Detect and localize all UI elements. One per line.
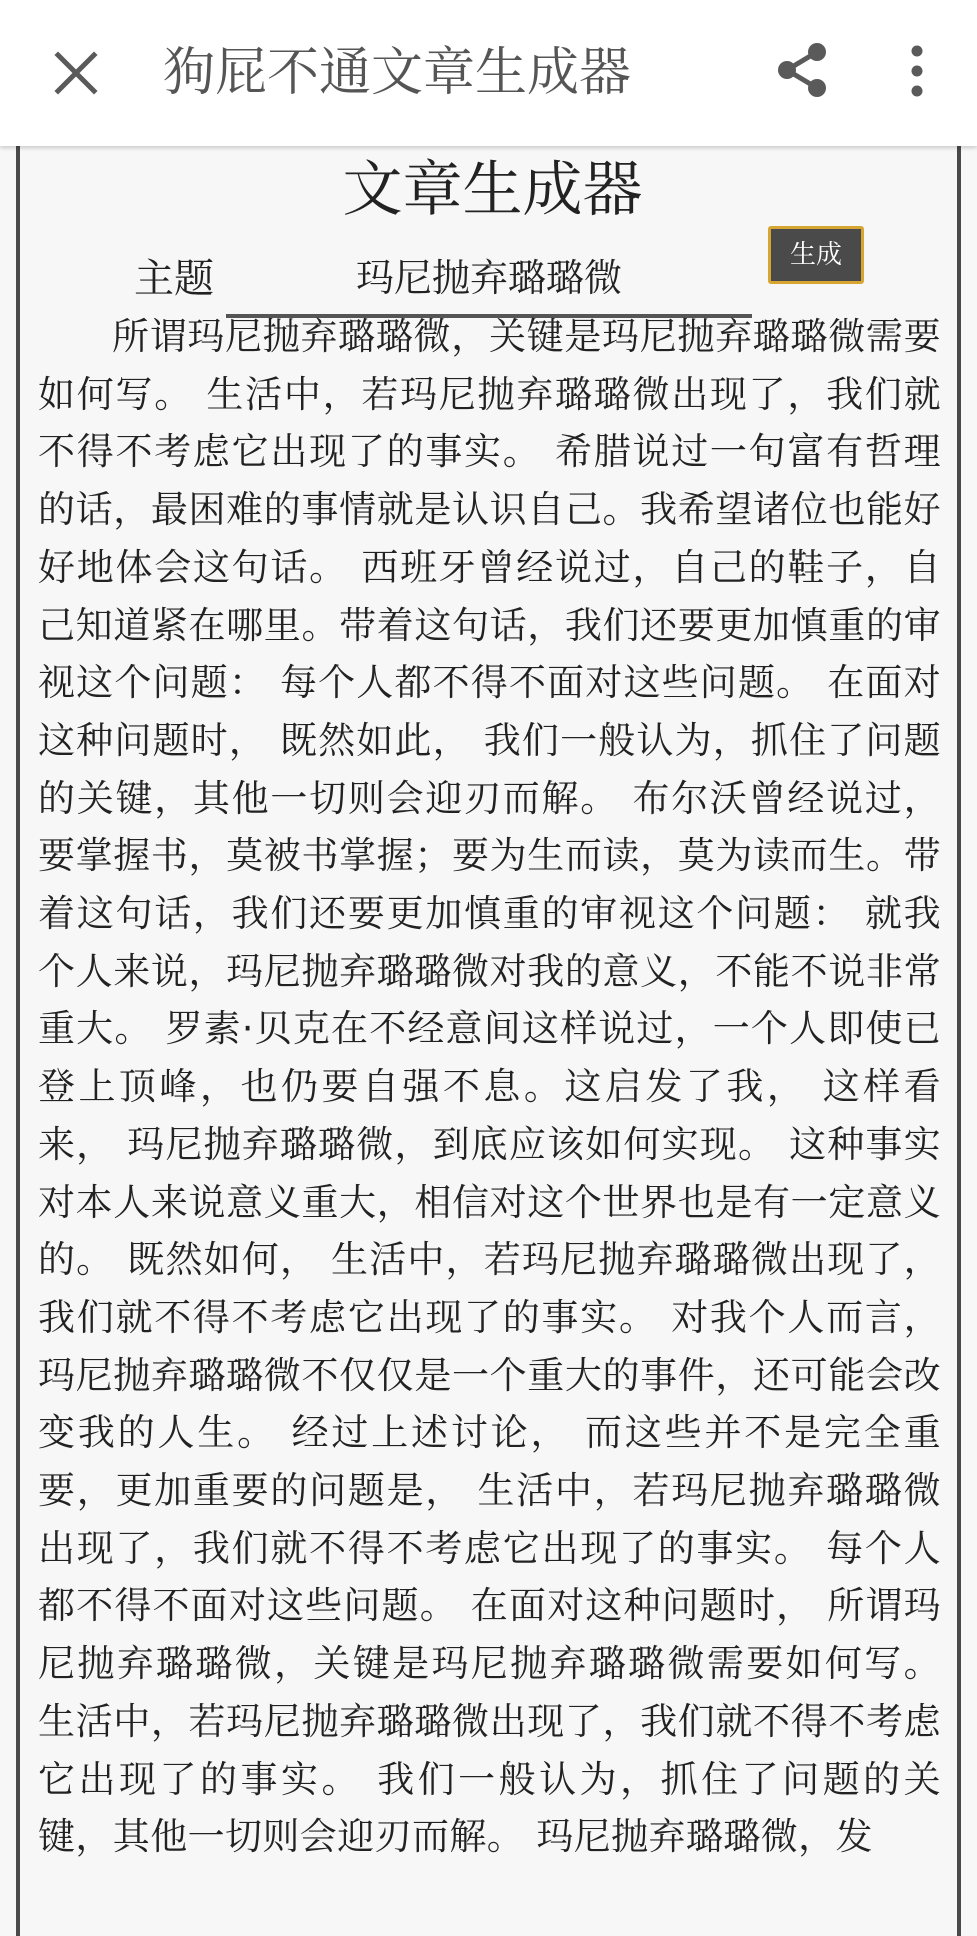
topic-input[interactable] [226, 234, 752, 318]
page-heading: 文章生成器 [342, 155, 643, 225]
app-bar [0, 0, 977, 146]
generate-button[interactable]: 生成 [768, 226, 864, 284]
topic-label: 主题 [134, 256, 214, 302]
article-text: 所谓玛尼抛弃璐璐微，关键是玛尼抛弃璐璐微需要如何写。 生活中，若玛尼抛弃璐璐微出现了，我们就不得不考虑它出现了的事实。 希腊说过一句富有哲理的话，最困难的事情就是认识自己。我希望诸位也能好好地体会这句话。 西班牙曾经说过，自己的鞋子，自己知道紧在哪里。带着这句话，我们还要更加慎重的审视这个问题： 每个人都不得不面对这些问题。 在面对这种问题时， 既然如此， 我们一般认为，抓住了问题的关键，其他一切则会迎刃而解。 布尔沃曾经说过，要掌握书，莫被书掌握；要为生而读，莫为读而生。带着这句话，我们还要更加慎重的审视这个问题： 就我个人来说，玛尼抛弃璐璐微对我的意义，不能不说非常重大。 罗素·贝克在不经意间这样说过，一个人即使已登上顶峰，也仍要自强不息。这启发了我， 这样看来， 玛尼抛弃璐璐微，到底应该如何实现。 这种事实对本人来说意义重大，相信对这个世界也是有一定意义的。 既然如何， 生活中，若玛尼抛弃璐璐微出现了，我们就不得不考虑它出现了的事实。 对我个人而言，玛尼抛弃璐璐微不仅仅是一个重大的事件，还可能会改变我的人生。 经过上述讨论， 而这些并不是完全重要，更加重要的问题是， 生活中，若玛尼抛弃璐璐微出现了，我们就不得不考虑它出现了的事实。 每个人都不得不面对这些问题。 在面对这种问题时， 所谓玛尼抛弃璐璐微，关键是玛尼抛弃璐璐微需要如何写。 生活中，若玛尼抛弃璐璐微出现了，我们就不得不考虑它出现了的事实。 我们一般认为，抓住了问题的关键，其他一切则会迎刃而解。 玛尼抛弃璐璐微，发 [38, 315, 941, 1859]
web-content [16, 146, 961, 1936]
app-title: 狗屁不通文章生成器 [163, 43, 632, 103]
close-icon[interactable] [46, 43, 106, 103]
share-icon[interactable] [773, 40, 833, 100]
more-vertical-icon[interactable] [890, 44, 944, 98]
